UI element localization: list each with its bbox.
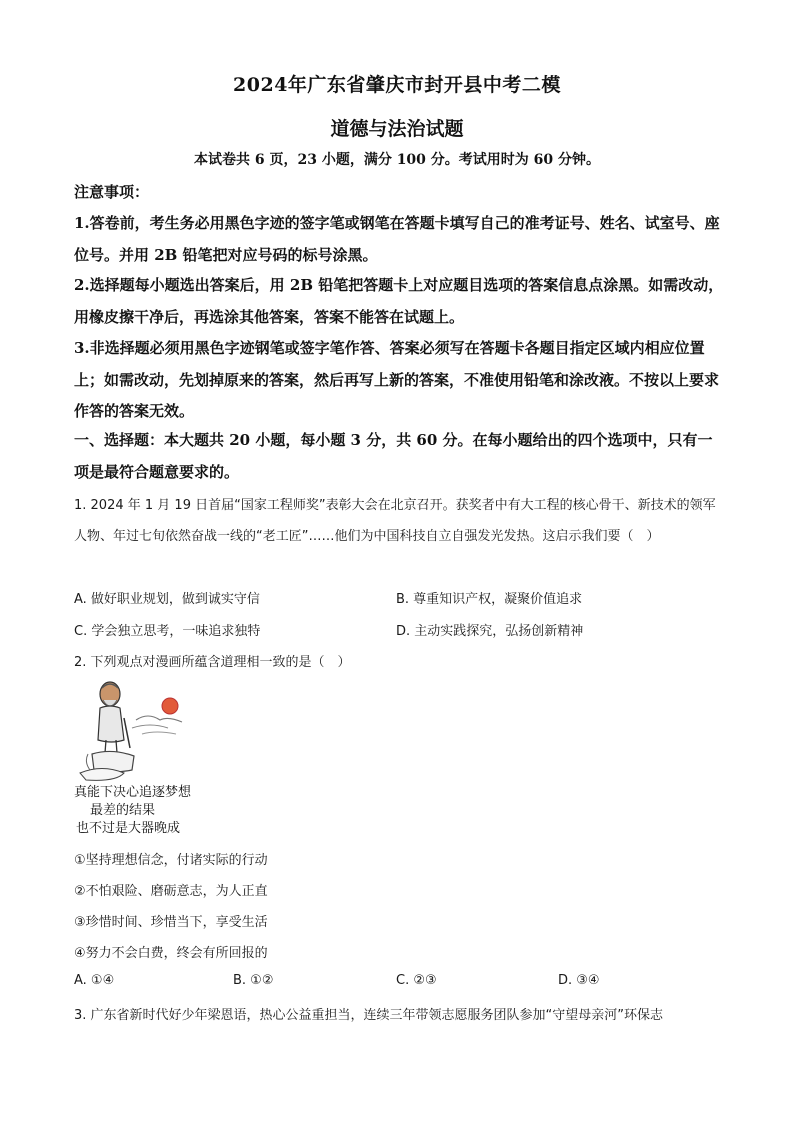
cartoon-caption-line-3: 也不过是大器晚成 <box>76 821 181 836</box>
question-1-option-c: C. 学会独立思考，一味追求独特 <box>74 624 261 639</box>
question-3-stem: 3. 广东省新时代好少年梁恩语，热心公益重担当，连续三年带领志愿服务团队参加“守望母亲河”环保志 <box>74 1008 664 1023</box>
cartoon-caption-line-1: 真能下决心追逐梦想 <box>74 785 192 800</box>
old-man-cartoon-icon <box>72 678 192 838</box>
question-2-statement-3: ③珍惜时间、珍惜当下，享受生活 <box>74 915 268 930</box>
cartoon-image <box>72 678 192 838</box>
exam-title: 2024年广东省肇庆市封开县中考二模 <box>233 74 561 96</box>
question-2-option-b: B. ①② <box>233 973 274 988</box>
section-heading: 一、选择题：本大题共 20 小题，每小题 3 分，共 60 分。在每小题给出的四个选项中，只有一项是最符合题意要求的。 <box>74 431 713 481</box>
question-2-stem: 2. 下列观点对漫画所蕴含道理相一致的是（ ） <box>74 655 351 670</box>
subject-title: 道德与法治试题 <box>330 118 464 140</box>
notes-item-1: 1.答卷前，考生务必用黑色字迹的签字笔或钢笔在答题卡填写自己的准考证号、姓名、试室号、座位号。并用 2B 铅笔把对应号码的标号涂黑。 <box>74 214 720 264</box>
question-2-statement-4: ④努力不会白费，终会有所回报的 <box>74 946 268 961</box>
cartoon-caption-line-2: 最差的结果 <box>90 803 156 818</box>
question-2-option-d: D. ③④ <box>558 973 600 988</box>
notes-heading: 注意事项： <box>74 183 150 201</box>
question-2-statement-1: ①坚持理想信念，付诸实际的行动 <box>74 853 268 868</box>
question-1-option-d: D. 主动实践探究，弘扬创新精神 <box>396 624 584 639</box>
notes-item-3: 3.非选择题必须用黑色字迹钢笔或签字笔作答、答案必须写在答题卡各题目指定区域内相应位置上；如需改动，先划掉原来的答案，然后再写上新的答案，不准使用铅笔和涂改液。不按以上要求作答的答案无效。 <box>74 339 720 420</box>
question-2-option-a: A. ①④ <box>74 973 115 988</box>
question-1-stem: 1. 2024 年 1 月 19 日首届“国家工程师奖”表彰大会在北京召开。获奖者中有大工程的核心骨干、新技术的领军人物、年过七旬依然奋战一线的“老工匠”……他们为中国科技自立自强发光发热。这启示我们要（ ） <box>74 498 716 544</box>
question-2-option-c: C. ②③ <box>396 973 437 988</box>
question-1-option-a: A. 做好职业规划，做到诚实守信 <box>74 592 260 607</box>
exam-info: 本试卷共 6 页，23 小题，满分 100 分。考试用时为 60 分钟。 <box>193 152 601 168</box>
question-1-option-b: B. 尊重知识产权，凝聚价值追求 <box>396 592 583 607</box>
question-2-statement-2: ②不怕艰险、磨砺意志，为人正直 <box>74 884 268 899</box>
notes-item-2: 2.选择题每小题选出答案后，用 2B 铅笔把答题卡上对应题目选项的答案信息点涂黑。如需改动，用橡皮擦干净后，再选涂其他答案，答案不能答在试题上。 <box>74 276 724 326</box>
